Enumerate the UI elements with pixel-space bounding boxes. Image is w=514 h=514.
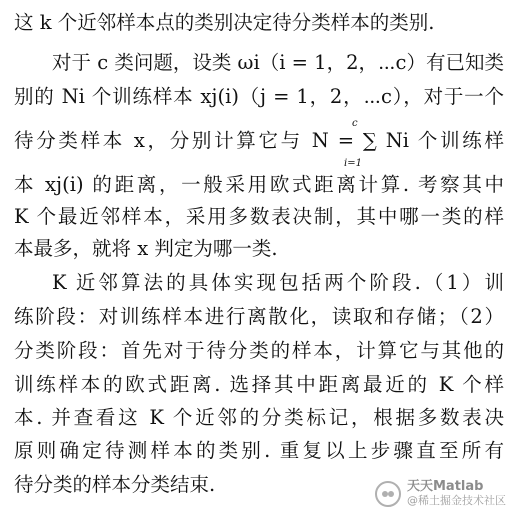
text-line-3: 别的 Ni 个训练样本 xj(i)（j = 1，2，⋯c），对于一个 <box>14 85 504 108</box>
text-line-10: 分类阶段：首先对于待分类的样本，计算它与其他的 <box>14 339 504 362</box>
wechat-logo-icon <box>375 481 401 507</box>
text-line-5: 本 xj(i) 的距离，一般采用欧式距离计算. 考察其中 <box>14 173 504 196</box>
sum-upper-limit: c <box>352 118 358 129</box>
text-line-12: 本. 并查看这 K 个近邻的分类标记，根据多数表决 <box>14 406 504 429</box>
text-line-11: 训练样本的欧式距离. 选择其中距离最近的 K 个样 <box>14 373 504 396</box>
text-line-7: 本最多，就将 x 判定为哪一类. <box>14 237 278 260</box>
watermark-title: 天天Matlab <box>407 479 484 494</box>
text-line-6: K 个最近邻样本，采用多数表决制，其中哪一类的样 <box>14 205 504 228</box>
sum-lower-limit: i=1 <box>344 158 362 169</box>
text-line-8: K 近邻算法的具体实现包括两个阶段.（1）训 <box>52 271 504 294</box>
text-line-2: 对于 c 类问题，设类 ωi（i = 1，2，⋯c）有已知类 <box>52 51 504 74</box>
watermark-subtitle: @稀土掘金技术社区 <box>407 494 506 507</box>
summation-symbol <box>344 118 370 170</box>
text-line-9: 练阶段：对训练样本进行离散化，读取和存储；（2） <box>14 305 504 328</box>
text-line-1: 这 k 个近邻样本点的类别决定待分类样本的类别. <box>14 11 435 34</box>
text-line-13: 原则确定待测样本的类别. 重复以上步骤直至所有 <box>14 439 504 462</box>
text-line-4: 待分类样本 x，分别计算它与 N = ∑ Ni 个训练样 <box>14 129 504 152</box>
text-line-14: 待分类的样本分类结束. <box>14 473 216 496</box>
watermark <box>375 480 506 508</box>
